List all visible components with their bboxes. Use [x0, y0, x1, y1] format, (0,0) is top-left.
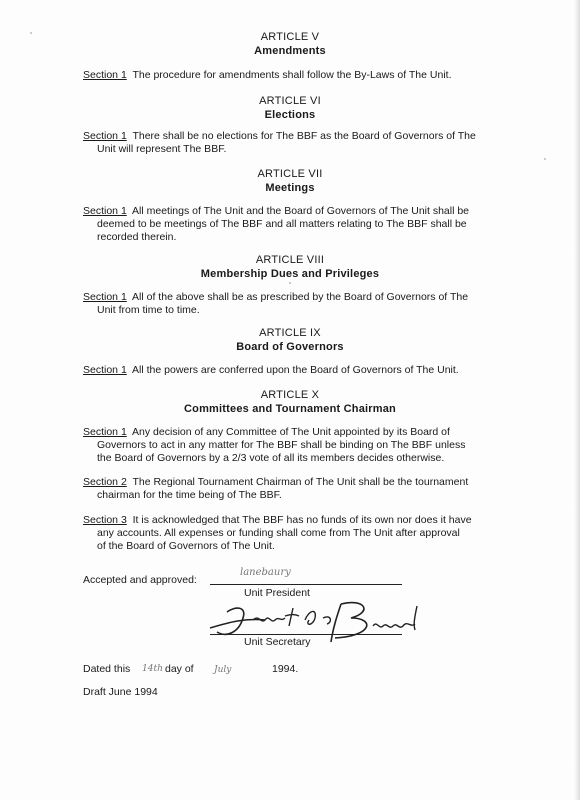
section-label: Section 1 [83, 364, 127, 376]
section-text-line: Unit from time to time. [97, 304, 200, 316]
dated-day-handwritten: 14th [142, 664, 163, 674]
section-label: Section 1 [83, 69, 127, 81]
secretary-signature-line [210, 634, 402, 635]
scan-speck [544, 158, 546, 160]
section-label: Section 2 [83, 476, 127, 488]
article-v-heading [0, 30, 580, 58]
section-text-line: chairman for the time being of The BBF. [97, 489, 282, 501]
dated-prefix: Dated this [83, 663, 131, 675]
article-title: Meetings [265, 182, 315, 194]
section-text: The procedure for amendments shall follow the By-Laws of The Unit. [132, 69, 452, 81]
article-v-section-1 [83, 69, 503, 82]
section-text-line: recorded therein. [97, 231, 177, 243]
scan-speck [30, 32, 32, 34]
article-vi-section-1 [83, 130, 503, 156]
section-text-line: deemed to be meetings of The BBF and all matters relating to The BBF shall be [97, 218, 467, 230]
article-x-section-1 [83, 426, 503, 465]
secretary-signature-scrawl [205, 598, 435, 650]
president-signature: lanebaury [240, 567, 291, 578]
article-title: Committees and Tournament Chairman [184, 403, 396, 415]
article-vii-heading [0, 167, 580, 195]
section-label: Section 1 [83, 291, 127, 303]
dated-month-handwritten: July [214, 665, 232, 675]
article-title: Amendments [254, 45, 326, 57]
dated-year: 1994. [272, 663, 299, 675]
article-x-section-3 [83, 514, 503, 553]
section-text: The Regional Tournament Chairman of The Unit shall be the tournament [132, 476, 469, 488]
article-title: Elections [264, 109, 316, 121]
article-viii-heading [0, 253, 580, 281]
president-signature-line [210, 584, 402, 585]
section-text: All the powers are conferred upon the Board of Governors of The Unit. [132, 364, 459, 376]
article-title: Board of Governors [236, 341, 344, 353]
scan-speck [289, 282, 291, 284]
article-number: ARTICLE VIII [255, 254, 325, 266]
article-viii-section-1 [83, 291, 503, 317]
secretary-label: Unit Secretary [244, 636, 311, 648]
article-ix-heading [0, 326, 580, 354]
article-number: ARTICLE X [260, 389, 320, 401]
section-text: It is acknowledged that The BBF has no funds of its own nor does it have [132, 514, 472, 526]
section-label: Section 1 [83, 130, 127, 142]
article-ix-section-1 [83, 364, 503, 377]
article-vii-section-1 [83, 205, 503, 244]
president-label: Unit President [244, 587, 310, 599]
section-label: Section 1 [83, 426, 127, 438]
section-label: Section 1 [83, 205, 127, 217]
draft-footer: Draft June 1994 [83, 686, 158, 698]
section-text: Any decision of any Committee of The Unit appointed by its Board of [132, 426, 450, 438]
article-x-heading [0, 388, 580, 416]
article-title: Membership Dues and Privileges [200, 268, 380, 280]
accepted-approved-label: Accepted and approved: [83, 574, 197, 586]
article-x-section-2 [83, 476, 503, 502]
section-text-line: the Board of Governors by a 2/3 vote of all its members decides otherwise. [97, 452, 445, 464]
article-number: ARTICLE VI [259, 95, 321, 107]
article-vi-heading [0, 94, 580, 122]
section-text-line: of the Board of Governors of The Unit. [97, 540, 275, 552]
section-text-line: Unit will represent The BBF. [97, 143, 227, 155]
section-text-line: any accounts. All expenses or funding shall come from The Unit after approval [97, 527, 460, 539]
section-label: Section 3 [83, 514, 127, 526]
section-text: All meetings of The Unit and the Board of Governors of The Unit shall be [132, 205, 470, 217]
dated-day-of: day of [165, 663, 194, 675]
section-text-line: Governors to act in any matter for The BBF shall be binding on The BBF unless [97, 439, 466, 451]
article-number: ARTICLE V [260, 31, 320, 43]
article-number: ARTICLE IX [259, 327, 321, 339]
section-text: All of the above shall be as prescribed by the Board of Governors of The [132, 291, 469, 303]
section-text: There shall be no elections for The BBF as the Board of Governors of The [132, 130, 476, 142]
article-number: ARTICLE VII [257, 168, 323, 180]
